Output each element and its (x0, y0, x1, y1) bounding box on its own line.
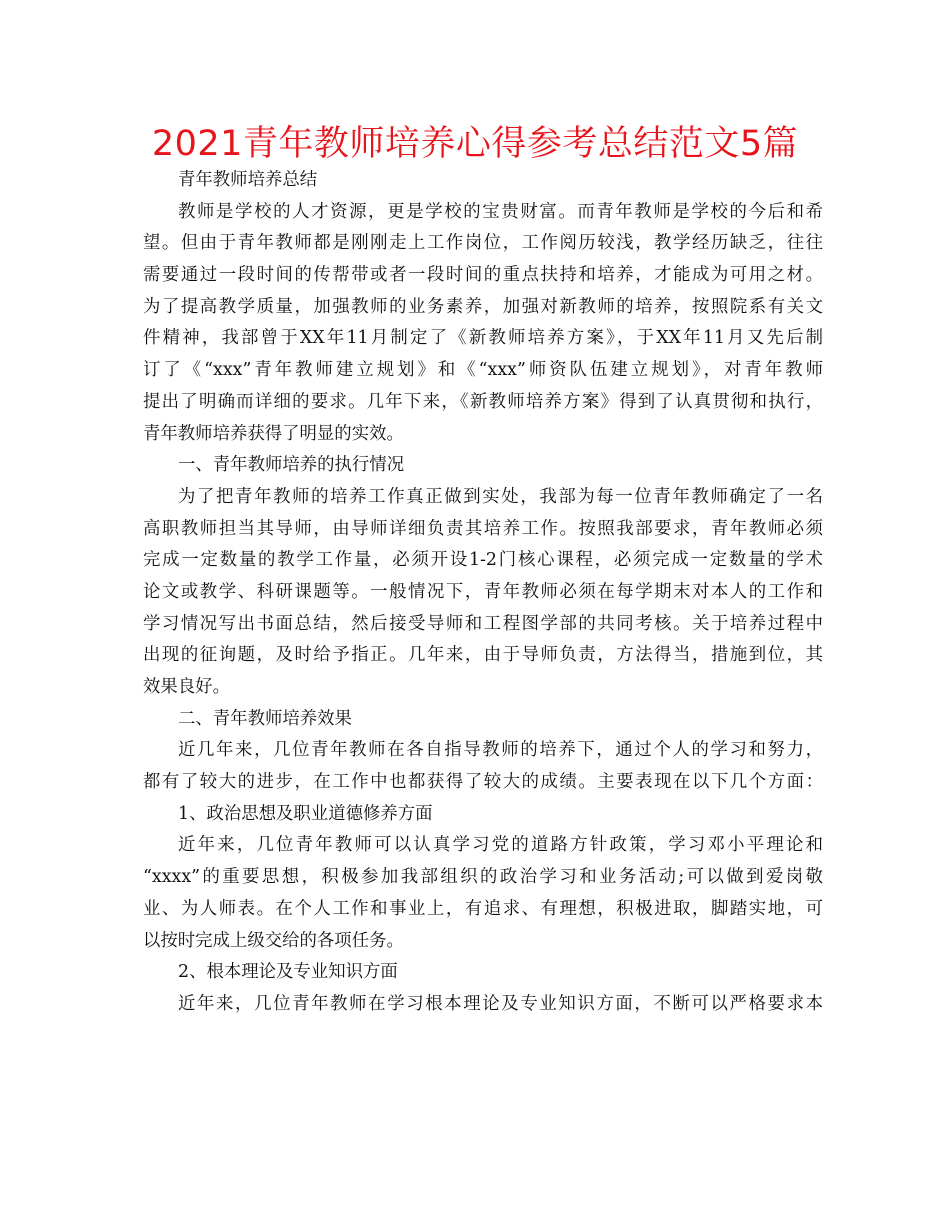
text-line: 论文或教学、科研课题等。一般情况下，青年教师必须在每学期末对本人的工作和 (143, 581, 823, 602)
text-line: 效果良好。 (143, 677, 230, 697)
text-line: 近年来，几位青年教师在学习根本理论及专业知识方面，不断可以严格要求本 (178, 993, 823, 1014)
text-line: 高职教师担当其导师，由导师详细负责其培养工作。按照我部要求，青年教师必须 (143, 518, 823, 539)
text-line: 订了《“xxx”青年教师建立规划》和《“xxx”师资队伍建立规划》，对青年教师 (143, 360, 823, 381)
text-line: 1、政治思想及职业道德修养方面 (178, 803, 433, 824)
text-line: 青年教师培养总结 (178, 170, 318, 190)
text-line: 学习情况写出书面总结，然后接受导师和工程图学部的共同考核。关于培养过程中 (143, 613, 823, 634)
document-body (143, 165, 823, 1021)
text-line: 需要通过一段时间的传帮带或者一段时间的重点扶持和培养，才能成为可用之材。 (143, 265, 823, 286)
document-title: 2021青年教师培养心得参考总结范文5篇 (151, 124, 799, 164)
text-line: 望。但由于青年教师都是刚刚走上工作岗位，工作阅历较浅，教学经历缺乏，往往 (143, 233, 823, 254)
text-line: 为了提高教学质量，加强教师的业务素养，加强对新教师的培养，按照院系有关文 (143, 296, 823, 317)
text-line: 教师是学校的人才资源，更是学校的宝贵财富。而青年教师是学校的今后和希 (178, 201, 823, 222)
text-line: 以按时完成上级交给的各项任务。 (143, 930, 404, 951)
text-line: 青年教师培养获得了明显的实效。 (143, 423, 404, 444)
text-line: 一、青年教师培养的执行情况 (178, 455, 405, 476)
text-line: 出现的征询题，及时给予指正。几年来，由于导师负责，方法得当，措施到位，其 (143, 645, 823, 666)
text-line: 2、根本理论及专业知识方面 (178, 962, 398, 983)
text-line: 二、青年教师培养效果 (178, 708, 352, 729)
text-line: 件精神，我部曾于XX年11月制定了《新教师培养方案》，于XX年11月又先后制 (143, 328, 823, 349)
text-line: 提出了明确而详细的要求。几年下来，《新教师培养方案》得到了认真贯彻和执行， (143, 391, 823, 412)
text-line: 为了把青年教师的培养工作真正做到实处，我部为每一位青年教师确定了一名 (178, 486, 823, 507)
text-line: 业、为人师表。在个人工作和事业上，有追求、有理想，积极进取，脚踏实地，可 (143, 898, 823, 919)
text-line: 近几年来，几位青年教师在各自指导教师的培养下，通过个人的学习和努力， (178, 740, 823, 761)
text-line: “xxxx”的重要思想，积极参加我部组织的政治学习和业务活动;可以做到爱岗敬 (143, 867, 823, 888)
text-line: 都有了较大的进步，在工作中也都获得了较大的成绩。主要表现在以下几个方面： (143, 772, 823, 793)
text-line: 完成一定数量的教学工作量，必须开设1-2门核心课程，必须完成一定数量的学术 (143, 550, 823, 571)
text-line: 近年来，几位青年教师可以认真学习党的道路方针政策，学习邓小平理论和 (178, 835, 823, 856)
